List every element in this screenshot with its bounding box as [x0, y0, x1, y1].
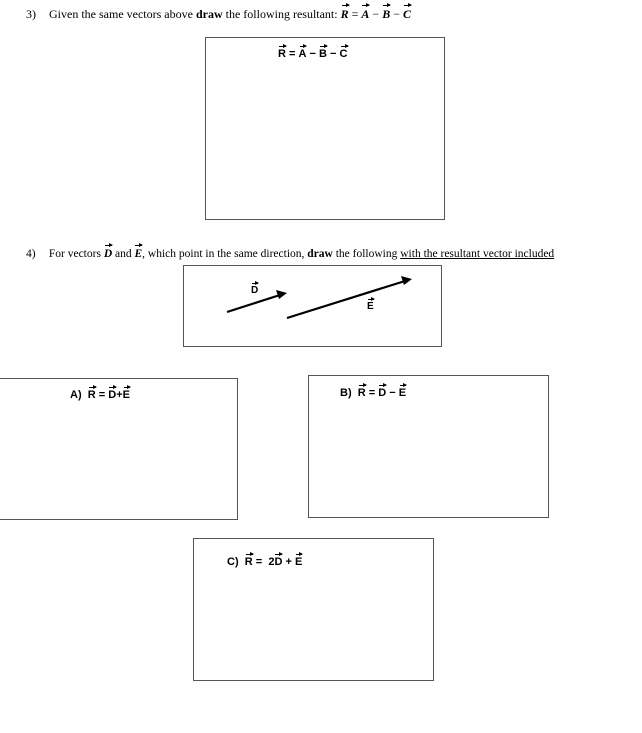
vector-d-label: D: [251, 285, 259, 296]
answer-box-b[interactable]: [308, 375, 549, 518]
part-label: B): [340, 387, 352, 399]
vector-e: E: [294, 556, 303, 568]
question-text: For vectors: [48, 248, 104, 260]
vector-a: A: [361, 7, 370, 21]
vector-r: R: [278, 48, 286, 60]
minus-sign: −: [372, 7, 380, 21]
part-c-equation: [227, 556, 302, 568]
vector-e-arrowhead: [401, 276, 412, 285]
vector-e-label: E: [367, 301, 374, 312]
vector-r: R: [87, 389, 96, 401]
minus-sign: −: [330, 48, 337, 60]
underlined-text: with the resultant vector included: [400, 248, 555, 260]
coefficient: 2: [268, 556, 275, 568]
question-text-mid: , which point in the same direction,: [142, 248, 308, 260]
answer-box-q3[interactable]: [205, 37, 445, 220]
vector-r: R: [244, 556, 253, 568]
vector-d-arrowhead: [276, 290, 287, 299]
part-b-equation: [340, 387, 406, 399]
vector-d: D: [108, 389, 117, 401]
vector-e: E: [398, 387, 407, 399]
answer-box-c[interactable]: [193, 538, 434, 681]
plus-sign: +: [285, 556, 292, 568]
plus-sign: +: [116, 389, 123, 401]
vector-r: R: [340, 7, 349, 21]
equals-sign: =: [368, 387, 376, 399]
box-equation: [278, 48, 348, 60]
equals-sign: =: [351, 7, 359, 21]
part-label: A): [70, 389, 82, 401]
bold-word: draw: [307, 248, 333, 260]
part-a-equation: [70, 389, 130, 401]
bold-word: draw: [195, 7, 223, 21]
question-3: [26, 7, 411, 21]
part-label: C): [227, 556, 239, 568]
question-number: 3): [26, 7, 36, 21]
minus-sign: −: [393, 7, 400, 21]
vector-d: D: [103, 248, 113, 260]
vector-a: A: [298, 48, 307, 60]
vector-d: D: [378, 387, 387, 399]
minus-sign: −: [389, 387, 396, 399]
question-text-and: and: [112, 248, 135, 260]
vector-b: B: [382, 7, 391, 21]
vector-c: C: [403, 7, 412, 21]
vector-e: E: [122, 389, 130, 401]
question-text-after: the following resultant:: [222, 7, 341, 21]
question-number: 4): [26, 248, 36, 260]
equals-sign: =: [255, 556, 263, 568]
minus-sign: −: [309, 48, 316, 60]
question-text: Given the same vectors above: [49, 7, 196, 21]
vector-c: C: [339, 48, 348, 60]
equals-sign: =: [98, 389, 106, 401]
vector-b: B: [319, 48, 327, 60]
vector-r: R: [357, 387, 366, 399]
vector-d: D: [274, 556, 283, 568]
question-4: [26, 247, 554, 261]
question-text-plain: the following: [332, 248, 401, 260]
resultant-equation: [341, 7, 411, 21]
vectors-box: [183, 265, 442, 347]
equals-sign: =: [289, 48, 296, 60]
answer-box-a[interactable]: [0, 378, 238, 520]
vector-e: E: [134, 248, 143, 260]
vector-diagram: [184, 266, 441, 346]
vector-d-arrow: [227, 295, 280, 312]
vector-e-arrow: [287, 281, 405, 318]
